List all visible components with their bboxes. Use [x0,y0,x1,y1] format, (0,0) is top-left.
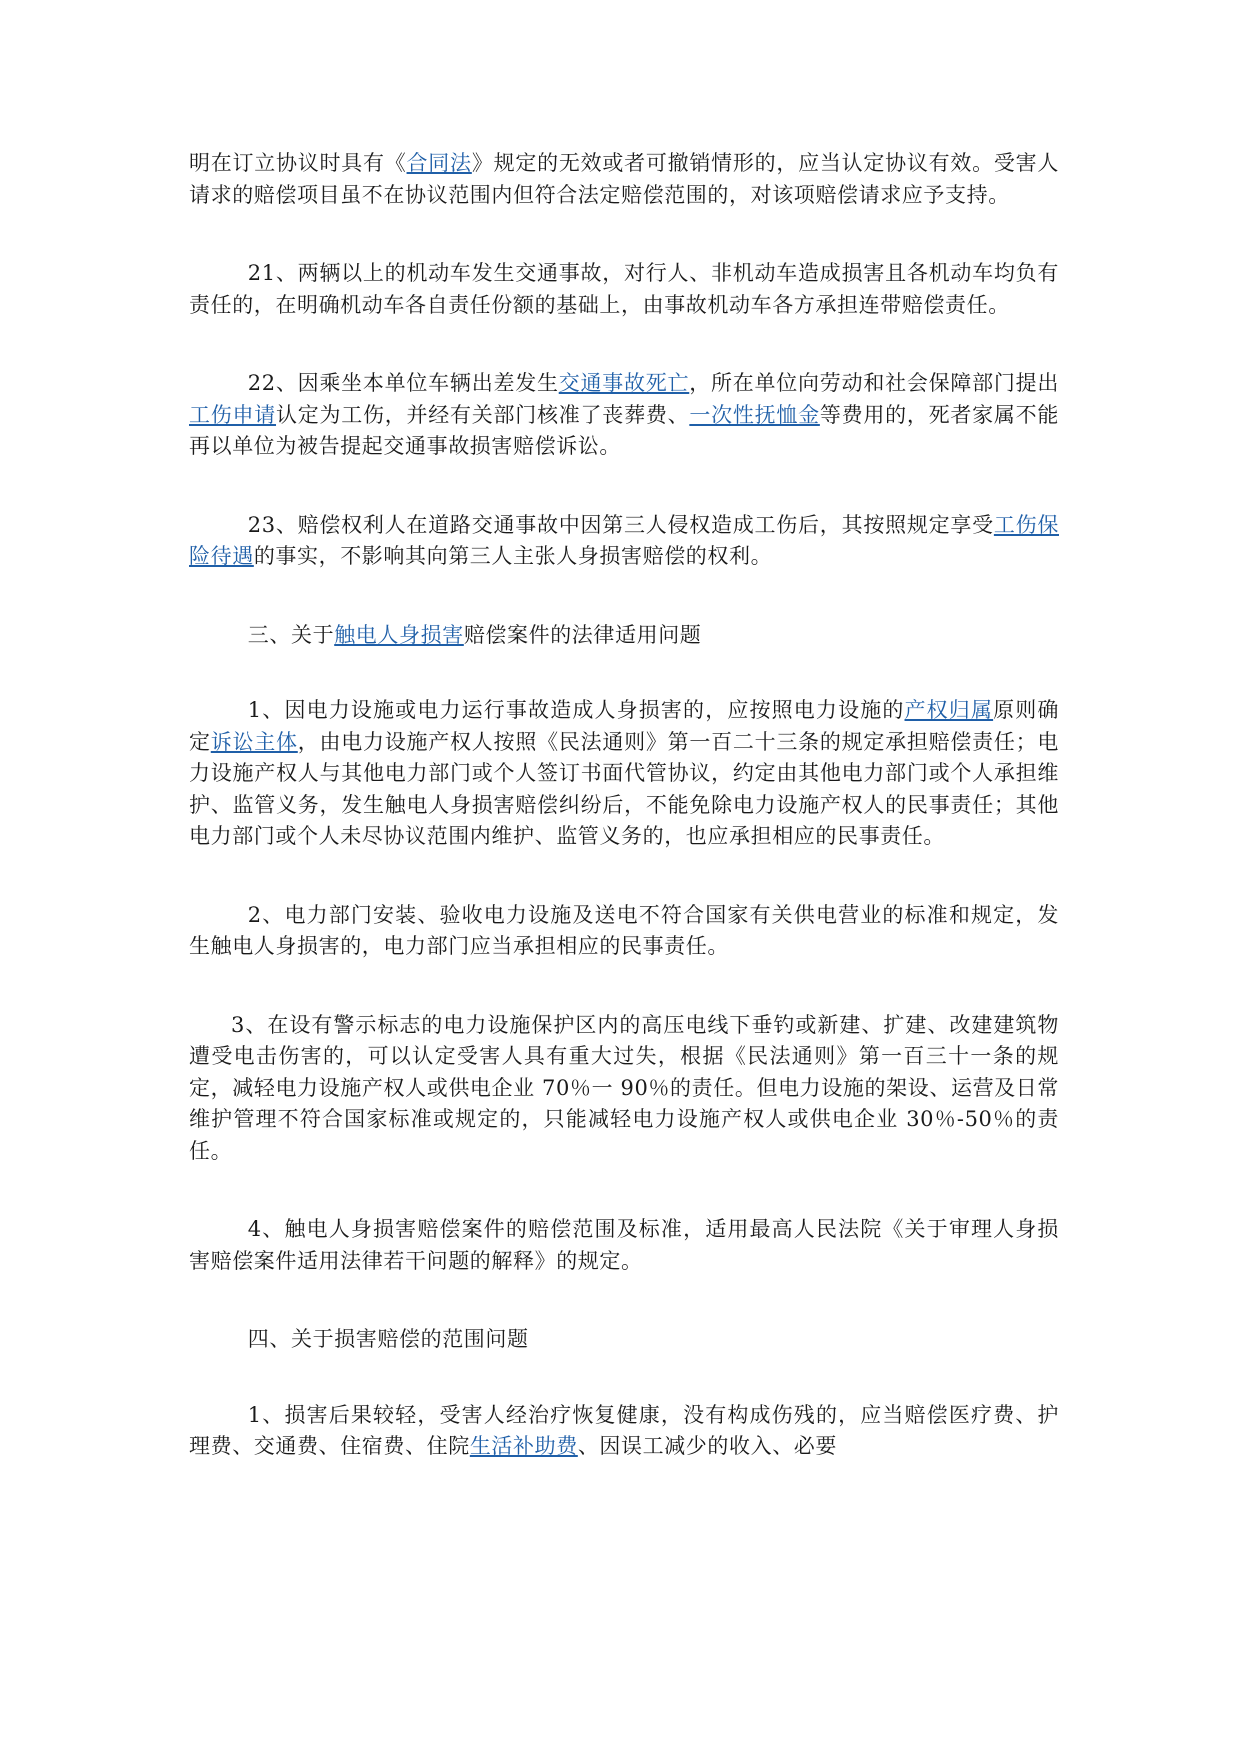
text-run: 等费用的，死者家属不能再以单位为被告提起交通事故损害赔偿诉讼。 [189,402,1059,458]
text-run: 1、因电力设施或电力运行事故造成人身损害的，应按照电力设施的 [247,698,905,722]
text-run: 1、损害后果较轻，受害人经治疗恢复健康，没有构成伤残的，应当赔偿医疗费、护理费、交通费、住宿费、住院 [189,1402,1059,1458]
text-run: 22、因乘坐本单位车辆出差发生 [247,371,559,395]
inline-link[interactable]: 诉讼主体 [210,729,298,754]
paragraph [189,1010,1059,1168]
text-run: 三、关于 [247,622,335,647]
text-run: 3、在设有警示标志的电力设施保护区内的高压电线下垂钓或新建、扩建、改建建筑物遭受电击伤害的，可以认定受害人具有重大过失，根据《民法通则》第一百三十一条的规定，减轻电力设施产权人或供电企业 70％一 90％的责任。但电力设施的架设、运营及日常维护管理不符合国家标准或规定的，只能减轻电力设施产权人或供电企业 30％-50％的责任。 [189,1012,1059,1163]
text-run: 》规定的无效或者可撤销情形的，应当认定协议有效。受害人请求的赔偿项目虽不在协议范围内但符合法定赔偿范围的，对该项赔偿请求应予支持。 [189,151,1059,207]
paragraph [189,1400,1059,1463]
inline-link[interactable]: 工伤保险待遇 [189,512,1059,568]
paragraph [189,695,1059,853]
text-run: 的事实，不影响其向第三人主张人身损害赔偿的权利。 [253,544,773,568]
text-run: 明在订立协议时具有《 [189,151,407,175]
paragraph [189,368,1059,463]
inline-link[interactable]: 交通事故死亡 [558,371,690,395]
paragraph [189,900,1059,963]
paragraph [189,510,1059,573]
text-run: 23、赔偿权利人在道路交通事故中因第三人侵权造成工伤后，其按照规定享受 [247,512,994,537]
text-run: 、因误工减少的收入、必要 [577,1434,838,1458]
inline-link[interactable]: 一次性抚恤金 [689,402,820,427]
paragraph [189,258,1059,321]
text-run: 4、触电人身损害赔偿案件的赔偿范围及标准，适用最高人民法院《关于审理人身损害赔偿案件适用法律若干问题的解释》的规定。 [189,1217,1059,1273]
inline-link[interactable]: 工伤申请 [189,402,277,427]
paragraph [189,1214,1059,1277]
text-run: 认定为工伤，并经有关部门核准了丧葬费、 [276,402,690,427]
inline-link[interactable]: 合同法 [406,151,472,175]
inline-link[interactable]: 生活补助费 [469,1434,578,1458]
text-run: 21、两辆以上的机动车发生交通事故，对行人、非机动车造成损害且各机动车均负有责任的，在明确机动车各自责任份额的基础上，由事故机动车各方承担连带赔偿责任。 [189,261,1059,317]
text-run: 原则确定 [189,698,1059,754]
text-run: ，由电力设施产权人按照《民法通则》第一百二十三条的规定承担赔偿责任；电力设施产权人与其他电力部门或个人签订书面代管协议，约定由其他电力部门或个人承担维护、监管义务，发生触电人身损害赔偿纠纷后，不能免除电力设施产权人的民事责任；其他电力部门或个人未尽协议范围内维护、监管义务的，也应承担相应的民事责任。 [189,729,1059,848]
section-heading [189,620,1059,652]
document-page [189,148,1059,1510]
paragraph [189,148,1059,211]
text-run: 赔偿案件的法律适用问题 [463,622,702,647]
text-run: 2、电力部门安装、验收电力设施及送电不符合国家有关供电营业的标准和规定，发生触电人身损害的，电力部门应当承担相应的民事责任。 [189,902,1059,958]
text-run: 四、关于损害赔偿的范围问题 [247,1327,529,1351]
inline-link[interactable]: 产权归属 [904,698,994,722]
section-heading [189,1324,1059,1356]
inline-link[interactable]: 触电人身损害 [334,622,464,647]
text-run: ，所在单位向劳动和社会保障部门提出 [689,371,1059,395]
